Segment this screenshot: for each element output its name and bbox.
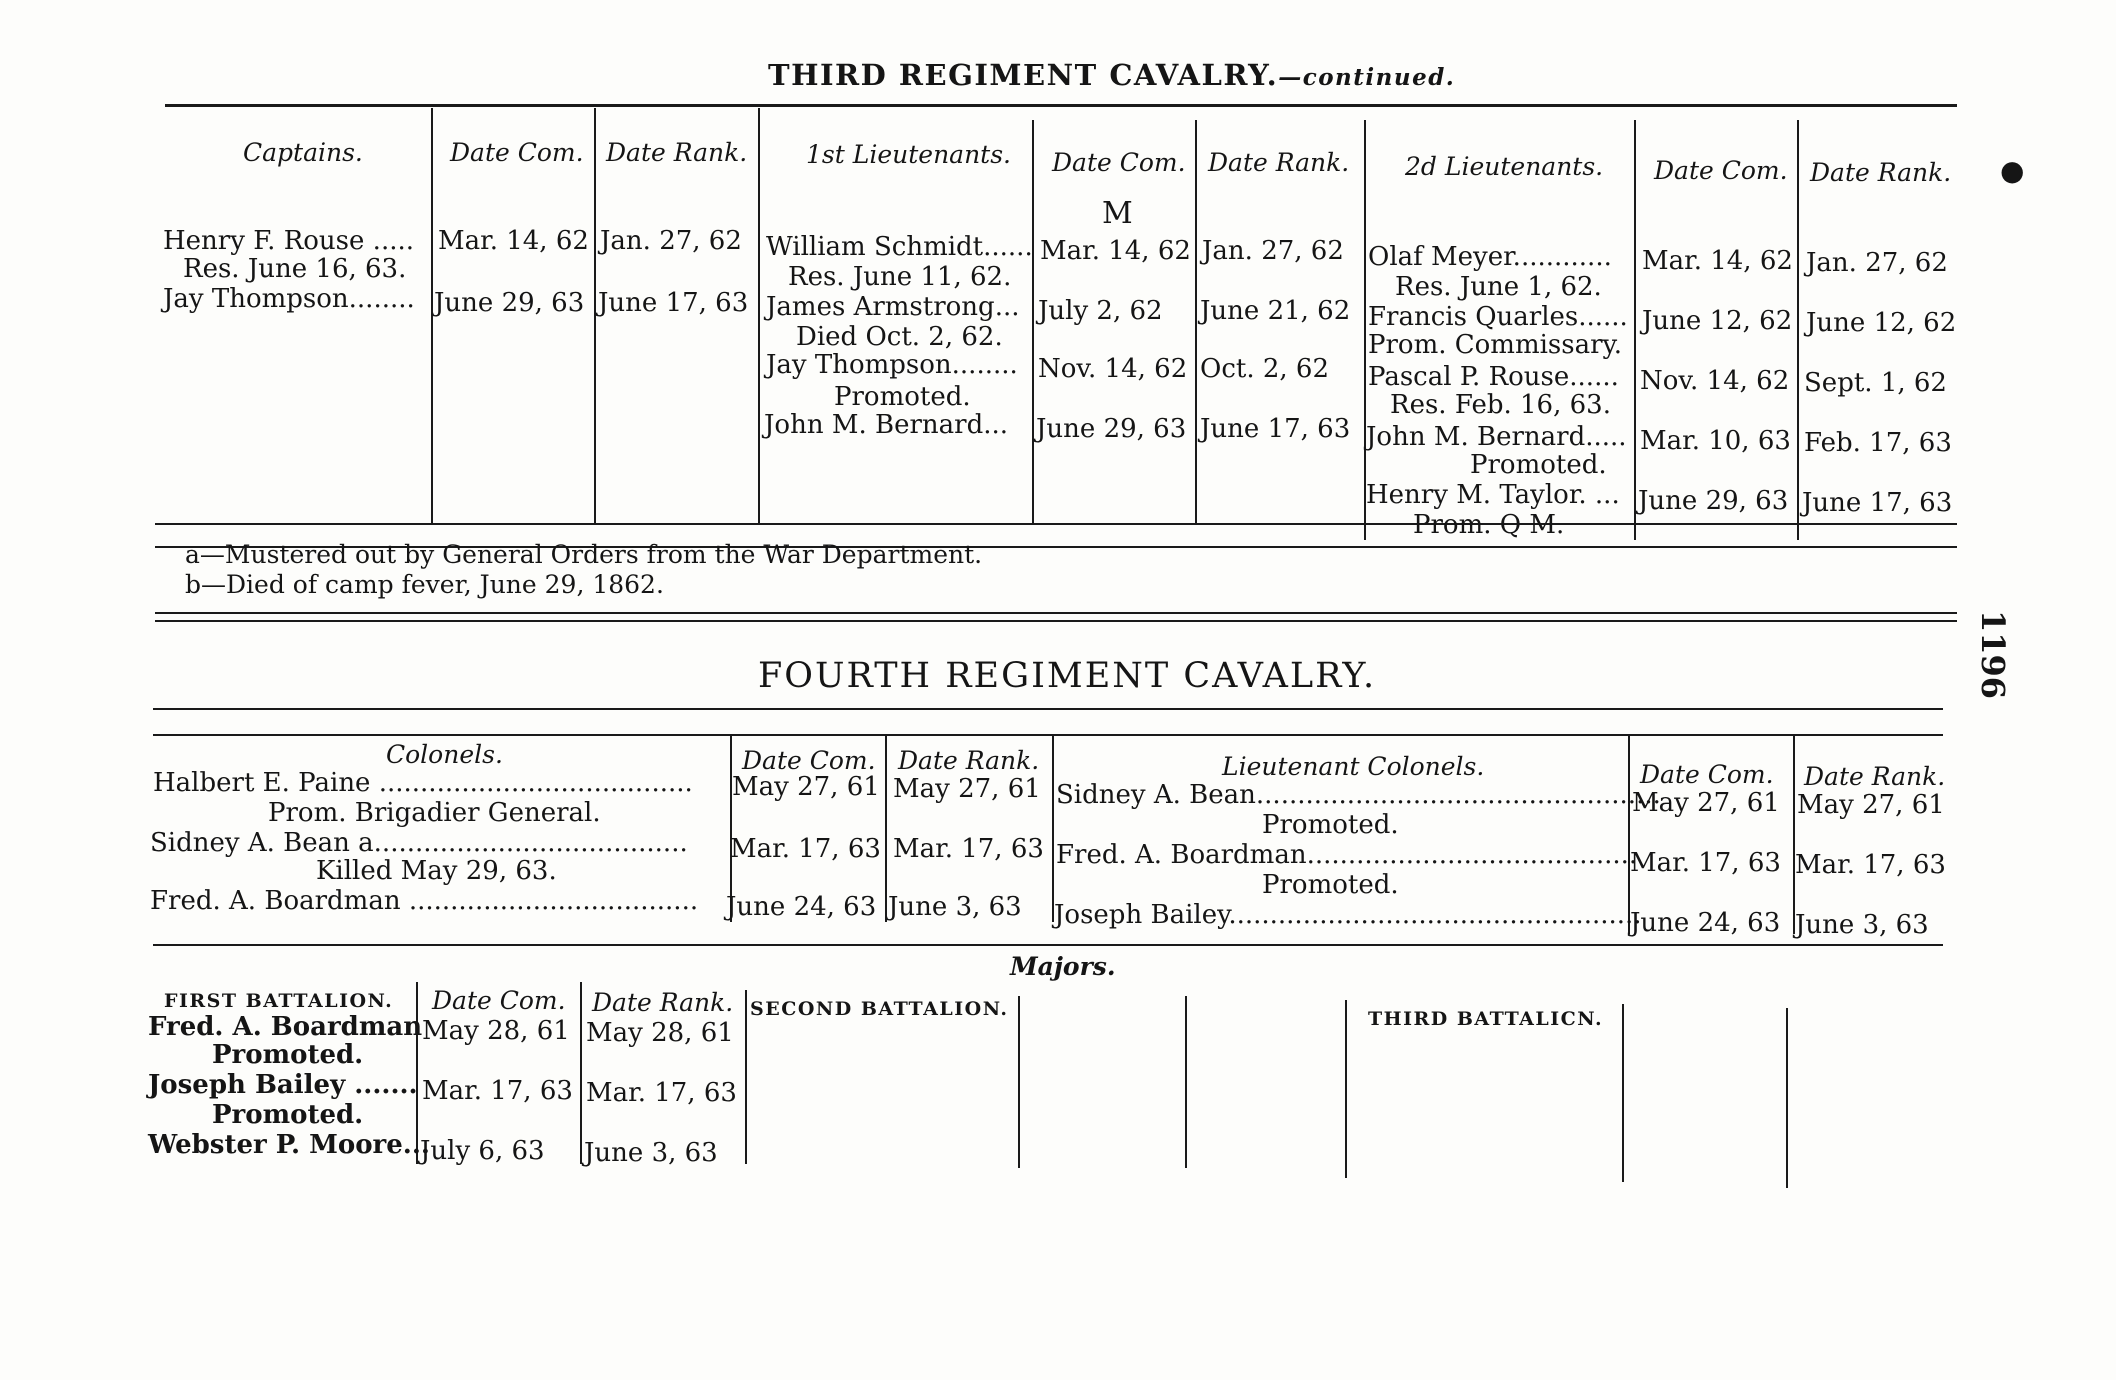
col-rule [1052,734,1054,922]
header-captains: Captains. [243,138,363,167]
first-lt-date-rank: June 17, 63 [1200,414,1351,444]
captain-note: Res. June 16, 63. [183,254,407,284]
header-date-rank: Date Rank. [606,138,748,167]
lt-colonel-name: Fred. A. Boardman........................................ [1056,840,1638,870]
lt-colonel-name: Joseph Bailey.................................................. [1054,900,1642,930]
major-date-rank: May 28, 61 [586,1018,734,1048]
header-date-rank: Date Rank. [1804,762,1946,791]
colonel-name: Halbert E. Paine ...................................... [153,768,693,798]
colonel-name: Sidney A. Bean a...................................... [150,828,688,858]
header-date-rank: Date Rank. [898,746,1040,775]
captain-date-com: Mar. 14, 62 [438,226,589,256]
header-majors: Majors. [1010,952,1116,981]
header-date-com: Date Com. [450,138,584,167]
second-lt-date-rank: Feb. 17, 63 [1804,428,1952,458]
major-date-rank: Mar. 17, 63 [586,1078,737,1108]
lt-colonel-date-com: May 27, 61 [1632,788,1780,818]
col-rule [745,990,747,1164]
colonel-note: Prom. Brigadier General. [268,798,601,828]
header-date-com: Date Com. [1654,156,1788,185]
second-lt-date-com: June 29, 63 [1638,486,1789,516]
col-rule [1185,996,1187,1168]
second-lt-name: Pascal P. Rouse...... [1368,362,1619,392]
lt-colonel-date-rank: May 27, 61 [1797,790,1945,820]
second-lt-date-com: Mar. 14, 62 [1642,246,1793,276]
first-lt-date-rank: June 21, 62 [1200,296,1351,326]
col-rule [1032,120,1034,523]
section-divider [155,620,1957,622]
colonel-date-rank: Mar. 17, 63 [893,834,1044,864]
fourth-regiment-title: FOURTH REGIMENT CAVALRY. [758,656,1377,696]
header-date-rank: Date Rank. [1208,148,1350,177]
second-lt-note: Res. June 1, 62. [1395,272,1602,302]
colonel-date-com: Mar. 17, 63 [730,834,881,864]
col-rule [580,982,582,1164]
col-rule [431,108,433,523]
footnote-b: b—Died of camp fever, June 29, 1862. [185,570,664,599]
section-divider [155,612,1957,614]
header-first-lieutenants: 1st Lieutenants. [806,140,1011,169]
col-rule [594,108,596,523]
first-lt-name: John M. Bernard... [764,410,1009,440]
col-rule [1786,1008,1788,1188]
header-date-com: Date Com. [1640,760,1774,789]
lt-colonel-note: Promoted. [1262,870,1399,900]
second-lt-note: Prom. Q M. [1413,510,1565,540]
second-lt-name: John M. Bernard..... [1366,422,1627,452]
first-battalion-label: FIRST BATTALION. [164,990,394,1012]
first-lt-date-com: June 29, 63 [1036,414,1187,444]
lt-colonel-date-com: Mar. 17, 63 [1630,848,1781,878]
major-name: Fred. A. Boardman [148,1012,423,1042]
col-rule [1634,120,1636,540]
header-lt-colonels: Lieutenant Colonels. [1222,752,1485,781]
first-lt-note: Promoted. [834,382,971,412]
major-date-com: July 6, 63 [420,1136,545,1166]
first-lt-note: Died Oct. 2, 62. [796,322,1003,352]
second-lt-date-com: June 12, 62 [1642,306,1793,336]
fourth-top-rule [153,708,1943,710]
fourth-header-rule [153,734,1943,736]
col-rule [758,108,760,523]
second-lt-date-com: Nov. 14, 62 [1640,366,1790,396]
lt-colonel-note: Promoted. [1262,810,1399,840]
footnote-a: a—Mustered out by General Orders from the War Department. [185,540,983,569]
major-name: Webster P. Moore... [148,1130,430,1160]
first-lt-date-com: Nov. 14, 62 [1038,354,1188,384]
second-lt-name: Henry M. Taylor. ... [1366,480,1620,510]
lt-colonel-date-rank: Mar. 17, 63 [1795,850,1946,880]
first-lt-date-com: Mar. 14, 62 [1040,236,1191,266]
page-number: 1196 [1974,610,2012,700]
major-note: Promoted. [212,1040,364,1070]
header-date-rank: Date Rank. [1810,158,1952,187]
second-lt-note: Prom. Commissary. [1368,330,1623,360]
col-rule [1195,120,1197,523]
col-rule [1364,120,1366,540]
colonel-date-rank: June 3, 63 [888,892,1022,922]
second-lt-date-rank: June 12, 62 [1806,308,1957,338]
header-colonels: Colonels. [386,740,503,769]
first-lt-date-com: July 2, 62 [1038,296,1163,326]
major-note: Promoted. [212,1100,364,1130]
first-lt-date-rank: Oct. 2, 62 [1200,354,1330,384]
first-lt-name: William Schmidt...... [766,232,1033,262]
colonel-date-rank: May 27, 61 [893,774,1041,804]
third-top-rule [165,104,1957,107]
first-lt-name: Jay Thompson........ [766,350,1018,380]
col-rule [1018,996,1020,1168]
second-lt-date-rank: June 17, 63 [1802,488,1953,518]
header-date-com: Date Com. [1052,148,1186,177]
captain-date-com: June 29, 63 [434,288,585,318]
continued-label: —continued. [1278,64,1456,91]
second-battalion-label: SECOND BATTALION. [750,998,1009,1020]
col-rule [1622,1004,1624,1182]
header-date-com: Date Com. [742,746,876,775]
first-lt-note: Res. June 11, 62. [788,262,1012,292]
col-rule [885,734,887,922]
second-lt-date-rank: Jan. 27, 62 [1806,248,1948,278]
header-date-rank: Date Rank. [592,988,734,1017]
captain-name: Jay Thompson........ [163,284,415,314]
header-date-com: Date Com. [432,986,566,1015]
lt-colonel-date-com: June 24, 63 [1630,908,1781,938]
captain-date-rank: Jan. 27, 62 [600,226,742,256]
captain-name: Henry F. Rouse ..... [163,226,414,256]
first-lt-name: James Armstrong... [766,292,1020,322]
major-name: Joseph Bailey ....... [148,1070,418,1100]
third-regiment-title [768,58,1455,92]
colonel-date-com: May 27, 61 [732,772,880,802]
col-rule [1345,1000,1347,1178]
col-rule [1793,734,1795,934]
second-lt-name: Olaf Meyer............ [1368,242,1612,272]
major-date-com: May 28, 61 [422,1016,570,1046]
third-title-text: THIRD REGIMENT CAVALRY. [768,58,1279,92]
lt-colonel-date-rank: June 3, 63 [1795,910,1929,940]
lt-colonel-name: Sidney A. Bean................................................. [1056,780,1661,810]
second-lt-note: Promoted. [1470,450,1607,480]
section-mark: M [1102,196,1133,231]
second-lt-note: Res. Feb. 16, 63. [1390,390,1611,420]
third-battalion-label: THIRD BATTALICN. [1368,1008,1604,1030]
major-date-rank: June 3, 63 [584,1138,718,1168]
first-lt-date-rank: Jan. 27, 62 [1202,236,1344,266]
col-rule [1797,120,1799,540]
colonel-date-com: June 24, 63 [726,892,877,922]
second-lt-date-com: Mar. 10, 63 [1640,426,1791,456]
fourth-table-bottom-rule [153,944,1943,946]
colonel-name: Fred. A. Boardman ................................... [150,886,699,916]
header-second-lieutenants: 2d Lieutenants. [1405,152,1604,181]
margin-bullet-icon: ● [2000,154,2025,187]
second-lt-date-rank: Sept. 1, 62 [1804,368,1947,398]
colonel-note: Killed May 29, 63. [316,856,557,886]
major-date-com: Mar. 17, 63 [422,1076,573,1106]
second-lt-name: Francis Quarles...... [1368,302,1628,332]
captain-date-rank: June 17, 63 [598,288,749,318]
third-table-bottom-rule [155,523,1957,525]
